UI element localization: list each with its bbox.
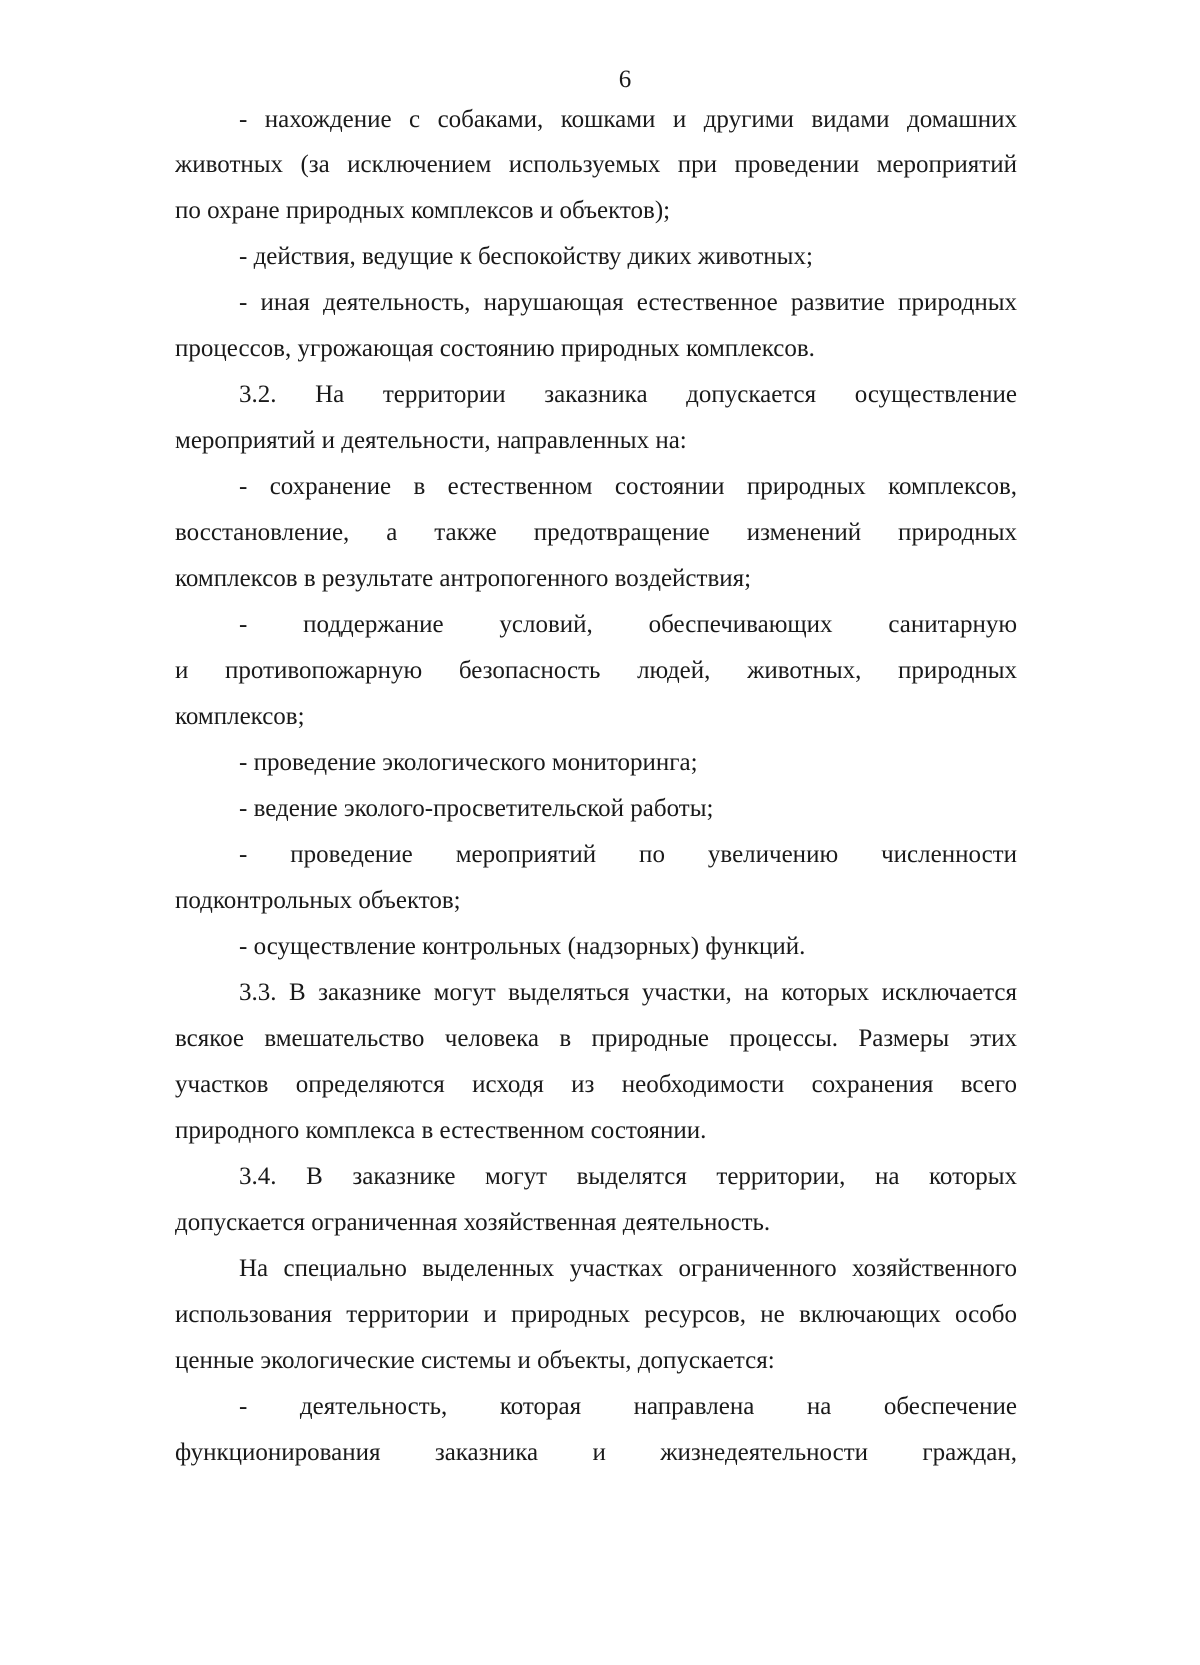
text-line: комплексов; bbox=[175, 703, 305, 730]
text-line: участков определяются исходя из необходимости сохранения всего bbox=[175, 1071, 1017, 1098]
text-line: На специально выделенных участках ограниченного хозяйственного bbox=[239, 1255, 1017, 1282]
page-number: 6 bbox=[618, 66, 632, 93]
text-line: подконтрольных объектов; bbox=[175, 887, 461, 914]
text-line: мероприятий и деятельности, направленных на: bbox=[175, 427, 687, 454]
text-line: - поддержание условий, обеспечивающих санитарную bbox=[239, 611, 1017, 638]
text-line: и противопожарную безопасность людей, животных, природных bbox=[175, 657, 1017, 684]
text-line: 3.4. В заказнике могут выделятся территории, на которых bbox=[239, 1163, 1017, 1190]
text-line: ценные экологические системы и объекты, допускается: bbox=[175, 1347, 775, 1374]
text-line: всякое вмешательство человека в природные процессы. Размеры этих bbox=[175, 1025, 1017, 1052]
text-line: допускается ограниченная хозяйственная деятельность. bbox=[175, 1209, 771, 1236]
text-line: животных (за исключением используемых при проведении мероприятий bbox=[175, 151, 1017, 178]
text-line: - действия, ведущие к беспокойству диких животных; bbox=[239, 243, 813, 270]
text-line: 3.2. На территории заказника допускается осуществление bbox=[239, 381, 1017, 408]
text-line: природного комплекса в естественном состоянии. bbox=[175, 1117, 707, 1144]
text-line: - иная деятельность, нарушающая естественное развитие природных bbox=[239, 289, 1017, 316]
text-line: - сохранение в естественном состоянии природных комплексов, bbox=[239, 473, 1017, 500]
text-line: - проведение мероприятий по увеличению численности bbox=[239, 841, 1017, 868]
text-line: - нахождение с собаками, кошками и другими видами домашних bbox=[239, 106, 1017, 133]
text-line: 3.3. В заказнике могут выделяться участки, на которых исключается bbox=[239, 979, 1017, 1006]
text-line: восстановление, а также предотвращение изменений природных bbox=[175, 519, 1017, 546]
text-line: функционирования заказника и жизнедеятельности граждан, bbox=[175, 1439, 1017, 1466]
text-line: - деятельность, которая направлена на обеспечение bbox=[239, 1393, 1017, 1420]
text-line: - проведение экологического мониторинга; bbox=[239, 749, 698, 776]
text-line: комплексов в результате антропогенного воздействия; bbox=[175, 565, 752, 592]
text-line: процессов, угрожающая состоянию природных комплексов. bbox=[175, 335, 815, 362]
text-line: - ведение эколого-просветительской работы; bbox=[239, 795, 714, 822]
text-line: использования территории и природных ресурсов, не включающих особо bbox=[175, 1301, 1017, 1328]
text-line: - осуществление контрольных (надзорных) функций. bbox=[239, 933, 806, 960]
text-line: по охране природных комплексов и объектов); bbox=[175, 197, 671, 224]
